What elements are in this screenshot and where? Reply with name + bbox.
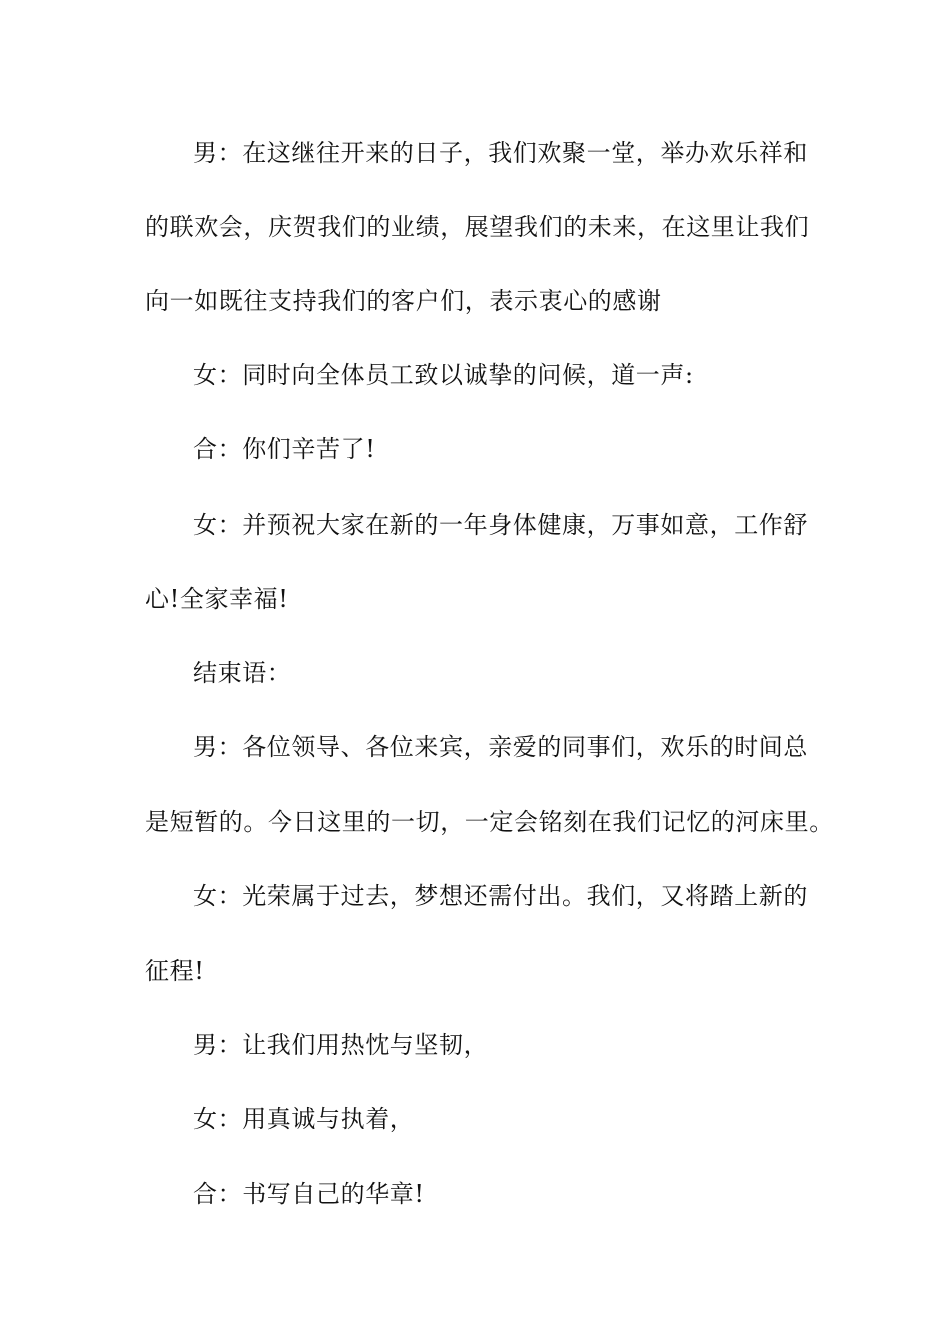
paragraph-line: 男：让我们用热忱与坚韧， <box>193 1031 489 1059</box>
paragraph-line: 男：各位领导、各位来宾，亲爱的同事们，欢乐的时间总 <box>193 733 808 761</box>
paragraph-line: 女：同时向全体员工致以诚挚的问候，道一声: <box>193 361 694 389</box>
paragraph-line: 征程! <box>145 957 205 985</box>
paragraph-line: 女：并预祝大家在新的一年身体健康，万事如意，工作舒 <box>193 511 808 539</box>
paragraph-line: 心!全家幸福! <box>145 585 289 613</box>
paragraph-line: 是短暂的。今日这里的一切，一定会铭刻在我们记忆的河床里。 <box>145 808 834 836</box>
paragraph-line: 向一如既往支持我们的客户们，表示衷心的感谢 <box>145 287 662 315</box>
paragraph-line: 男：在这继往开来的日子，我们欢聚一堂，举办欢乐祥和 <box>193 139 808 167</box>
paragraph-line: 女：用真诚与执着， <box>193 1105 415 1133</box>
paragraph-line: 的联欢会，庆贺我们的业绩，展望我们的未来，在这里让我们 <box>145 213 810 241</box>
paragraph-line: 合：书写自己的华章! <box>193 1180 425 1208</box>
paragraph-line: 女：光荣属于过去，梦想还需付出。我们，又将踏上新的 <box>193 882 808 910</box>
section-heading: 结束语： <box>193 659 292 687</box>
paragraph-line: 合：你们辛苦了! <box>193 435 376 463</box>
